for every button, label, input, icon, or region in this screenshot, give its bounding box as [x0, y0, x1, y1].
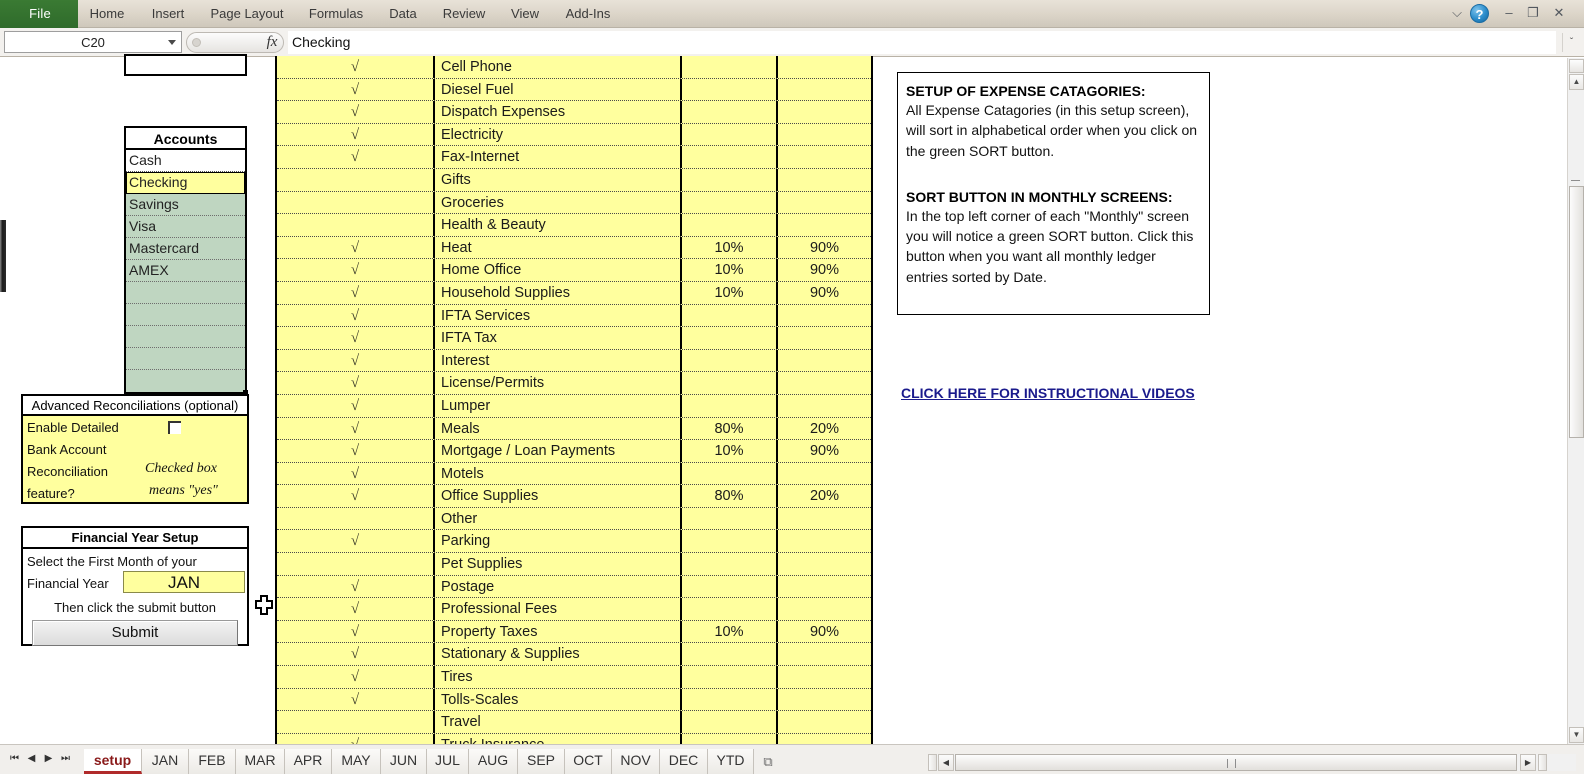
expense-row[interactable] — [277, 305, 871, 328]
expense-percent-business[interactable] — [778, 643, 871, 665]
account-row-empty[interactable] — [126, 348, 245, 370]
expense-row[interactable] — [277, 418, 871, 441]
expense-percent-business[interactable] — [778, 395, 871, 417]
expense-percent-personal[interactable] — [682, 56, 778, 78]
expense-category-name[interactable]: Mortgage / Loan Payments — [435, 440, 682, 462]
expense-category-name[interactable]: Electricity — [435, 124, 682, 146]
account-row-empty[interactable] — [126, 326, 245, 348]
horizontal-split-handle[interactable] — [928, 754, 937, 771]
next-sheet-icon[interactable]: ▶ — [44, 753, 53, 764]
scroll-down-icon[interactable]: ▼ — [1569, 727, 1584, 743]
expense-row[interactable] — [277, 711, 871, 734]
insert-function-icon[interactable]: fx — [266, 34, 278, 50]
expense-percent-business[interactable]: 90% — [809, 239, 840, 256]
vertical-scrollbar[interactable] — [1567, 58, 1584, 744]
expense-category-name[interactable]: Motels — [435, 463, 682, 485]
new-sheet-icon[interactable]: ⧉ — [763, 754, 773, 769]
ribbon-tab-data[interactable]: Data — [389, 6, 417, 21]
expense-category-name[interactable]: Gifts — [435, 169, 682, 191]
expense-check-icon[interactable]: √ — [277, 418, 435, 440]
formula-bar-dropdown-icon[interactable]: ˇ — [1562, 33, 1580, 52]
expense-row[interactable] — [277, 79, 871, 102]
expense-row[interactable] — [277, 689, 871, 712]
expense-percent-personal[interactable] — [682, 576, 778, 598]
expense-category-name[interactable]: Household Supplies — [435, 282, 682, 304]
expense-percent-personal[interactable] — [682, 305, 778, 327]
expense-category-name[interactable]: Diesel Fuel — [435, 79, 682, 101]
expense-check-icon[interactable]: √ — [277, 305, 435, 327]
expense-category-name[interactable]: Health & Beauty — [435, 214, 682, 236]
scroll-right-icon[interactable]: ▶ — [1520, 754, 1536, 771]
expense-percent-personal[interactable]: 10% — [682, 621, 778, 643]
expense-check-icon[interactable]: √ — [277, 101, 435, 123]
account-row-amex[interactable]: AMEX — [126, 260, 245, 282]
restore-icon[interactable]: ❐ — [1527, 5, 1539, 20]
expense-percent-business[interactable] — [778, 463, 871, 485]
scroll-left-icon[interactable]: ◀ — [938, 754, 954, 771]
expense-percent-personal[interactable] — [682, 101, 778, 123]
expense-row[interactable] — [277, 169, 871, 192]
instructions-body-1: All Expense Catagories (in this setup screen), will sort in alphabetical order when you click on the green SORT button. — [906, 102, 1198, 159]
account-row-mastercard[interactable]: Mastercard — [126, 238, 245, 260]
expense-category-name[interactable]: License/Permits — [435, 372, 682, 394]
expense-category-name[interactable]: Home Office — [435, 259, 682, 281]
enable-reconciliation-checkbox[interactable] — [168, 421, 181, 434]
expense-percent-personal[interactable]: 80% — [682, 418, 778, 440]
sheet-tab-bar — [0, 744, 1584, 774]
expense-percent-personal[interactable] — [682, 463, 778, 485]
expense-row[interactable] — [277, 259, 871, 282]
instructional-videos-link[interactable]: CLICK HERE FOR INSTRUCTIONAL VIDEOS — [901, 385, 1195, 401]
expense-row[interactable] — [277, 666, 871, 689]
account-row-savings[interactable]: Savings — [126, 194, 245, 216]
expense-percent-personal[interactable] — [682, 689, 778, 711]
expense-percent-business[interactable] — [778, 124, 871, 146]
advanced-reconciliation-panel — [21, 394, 249, 504]
expense-row[interactable] — [277, 621, 871, 644]
account-row-visa[interactable]: Visa — [126, 216, 245, 238]
expense-percent-business[interactable] — [778, 192, 871, 214]
accounts-panel — [124, 126, 247, 394]
expense-row[interactable] — [277, 56, 871, 79]
sheet-tab-may[interactable]: MAY — [332, 749, 381, 774]
expense-percent-business[interactable] — [778, 56, 871, 78]
expense-category-name[interactable]: Other — [435, 508, 682, 530]
financial-year-header: Financial Year Setup — [23, 528, 247, 549]
expense-check-icon[interactable]: √ — [277, 485, 435, 507]
reconciliation-line-2: Bank Account — [27, 442, 107, 457]
sheet-tab-aug[interactable]: AUG — [469, 749, 518, 774]
expense-percent-business[interactable]: 90% — [809, 262, 840, 279]
expense-check-icon[interactable]: √ — [277, 530, 435, 552]
expense-category-name[interactable]: Professional Fees — [435, 598, 682, 620]
expense-row[interactable] — [277, 553, 871, 576]
account-row-empty[interactable] — [126, 304, 245, 326]
instructions-spacer — [906, 161, 1201, 189]
sheet-tab-jun[interactable]: JUN — [381, 749, 427, 774]
reconciliation-line-3: Reconciliation — [27, 464, 108, 479]
expense-percent-personal[interactable] — [682, 327, 778, 349]
expense-check-empty[interactable] — [277, 192, 435, 214]
expense-percent-personal[interactable] — [682, 643, 778, 665]
expense-percent-business[interactable] — [778, 576, 871, 598]
expense-percent-business[interactable] — [778, 689, 871, 711]
expense-percent-personal[interactable] — [682, 350, 778, 372]
expense-percent-personal[interactable] — [682, 508, 778, 530]
expense-check-icon[interactable]: √ — [277, 124, 435, 146]
empty-cell-box[interactable] — [124, 54, 247, 76]
submit-button[interactable]: Submit — [32, 620, 238, 646]
expense-row[interactable] — [277, 350, 871, 373]
minimize-icon[interactable]: – — [1505, 5, 1513, 20]
expense-category-name[interactable]: Office Supplies — [435, 485, 682, 507]
expense-percent-personal[interactable] — [682, 553, 778, 575]
expense-category-name[interactable]: Tolls-Scales — [435, 689, 682, 711]
instructions-heading-1: SETUP OF EXPENSE CATAGORIES: — [906, 83, 1146, 99]
expense-category-name[interactable]: Dispatch Expenses — [435, 101, 682, 123]
expense-percent-business[interactable] — [778, 327, 871, 349]
expense-percent-business[interactable] — [778, 169, 871, 191]
expense-check-icon[interactable]: √ — [277, 621, 435, 643]
expense-row[interactable] — [277, 598, 871, 621]
accounts-header: Accounts — [126, 128, 245, 150]
expense-category-name[interactable]: Heat — [435, 237, 682, 259]
expense-percent-business[interactable] — [778, 101, 871, 123]
financial-year-panel — [21, 526, 249, 646]
expense-category-name[interactable]: Tires — [435, 666, 682, 688]
expense-row[interactable] — [277, 237, 871, 260]
expense-percent-personal[interactable]: 10% — [682, 237, 778, 259]
reconciliation-header: Advanced Reconciliations (optional) — [23, 396, 247, 416]
expense-category-name[interactable]: IFTA Services — [435, 305, 682, 327]
expense-row[interactable] — [277, 101, 871, 124]
expense-row[interactable] — [277, 440, 871, 463]
split-pane-handle[interactable] — [1569, 59, 1584, 73]
formula-bar — [0, 28, 1584, 57]
sheet-navigation-buttons[interactable] — [6, 753, 82, 769]
expense-percent-business[interactable] — [778, 508, 871, 530]
reconciliation-line-1: Enable Detailed — [27, 420, 119, 435]
name-box[interactable]: C20 — [4, 31, 182, 53]
expense-check-icon[interactable]: √ — [277, 395, 435, 417]
expense-category-name[interactable]: Lumper — [435, 395, 682, 417]
expense-check-empty[interactable] — [277, 508, 435, 530]
ribbon-tab-formulas[interactable]: Formulas — [308, 6, 364, 21]
expense-row[interactable] — [277, 372, 871, 395]
previous-sheet-icon[interactable]: ◀ — [27, 753, 36, 764]
expense-category-name[interactable]: Property Taxes — [435, 621, 682, 643]
expense-percent-personal[interactable]: 80% — [682, 485, 778, 507]
expense-percent-business[interactable]: 90% — [809, 284, 840, 301]
expense-percent-personal[interactable]: 10% — [682, 259, 778, 281]
instructions-body-2: In the top left corner of each "Monthly" screen you will notice a green SORT button. Click this button when you want all monthly ledger entries sorted by Date. — [906, 207, 1194, 285]
accounts-list — [126, 150, 245, 392]
expense-percent-personal[interactable] — [682, 146, 778, 168]
expense-row[interactable] — [277, 214, 871, 237]
horizontal-scrollbar-grip-icon — [1227, 759, 1236, 768]
account-row-empty[interactable] — [126, 370, 245, 392]
expense-row[interactable] — [277, 124, 871, 147]
expense-category-name[interactable]: Cell Phone — [435, 56, 682, 78]
expense-check-icon[interactable]: √ — [277, 237, 435, 259]
expense-percent-business[interactable] — [778, 214, 871, 236]
expense-percent-business[interactable] — [778, 350, 871, 372]
expense-check-icon[interactable]: √ — [277, 666, 435, 688]
expense-check-icon[interactable]: √ — [277, 372, 435, 394]
ribbon-tab-home[interactable]: Home — [89, 6, 125, 21]
left-edge-marker — [0, 220, 6, 292]
help-icon[interactable]: ? — [1470, 4, 1489, 23]
last-sheet-icon[interactable]: ⏭ — [61, 753, 70, 764]
expense-check-icon[interactable]: √ — [277, 598, 435, 620]
financial-year-instruction-3: Then click the submit button — [54, 600, 216, 615]
reconciliation-note-1: Checked box — [145, 461, 217, 476]
expense-percent-business[interactable] — [778, 711, 871, 733]
sheet-tab-dec[interactable]: DEC — [660, 749, 708, 774]
expense-category-name[interactable]: Travel — [435, 711, 682, 733]
sheet-tab-oct[interactable]: OCT — [565, 749, 612, 774]
reconciliation-line-4: feature? — [27, 486, 75, 501]
financial-year-instruction-2: Financial Year — [27, 576, 109, 591]
expense-percent-business[interactable] — [778, 598, 871, 620]
expense-check-icon[interactable]: √ — [277, 327, 435, 349]
ribbon-tab-file[interactable]: File — [29, 6, 51, 21]
ribbon-tab-add-ins[interactable]: Add-Ins — [565, 6, 611, 21]
expense-percent-business[interactable] — [778, 530, 871, 552]
expense-percent-personal[interactable]: 10% — [682, 440, 778, 462]
expense-categories-table[interactable] — [275, 56, 873, 756]
expense-check-icon[interactable]: √ — [277, 350, 435, 372]
expense-percent-personal[interactable] — [682, 79, 778, 101]
expense-row[interactable] — [277, 576, 871, 599]
expense-check-icon[interactable]: √ — [277, 576, 435, 598]
expense-category-name[interactable]: Interest — [435, 350, 682, 372]
expense-row[interactable] — [277, 192, 871, 215]
expense-check-icon[interactable]: √ — [277, 689, 435, 711]
ribbon-tab-view[interactable]: View — [511, 6, 539, 21]
expense-percent-personal[interactable] — [682, 530, 778, 552]
expense-percent-business[interactable] — [778, 79, 871, 101]
worksheet-canvas[interactable] — [0, 58, 1584, 744]
expense-check-empty[interactable] — [277, 553, 435, 575]
horizontal-scrollbar-thumb[interactable] — [955, 754, 1517, 771]
expense-percent-business[interactable] — [778, 305, 871, 327]
expense-category-name[interactable]: Pet Supplies — [435, 553, 682, 575]
expense-category-name[interactable]: IFTA Tax — [435, 327, 682, 349]
formula-input[interactable]: Checking — [288, 31, 1556, 54]
expense-check-empty[interactable] — [277, 169, 435, 191]
horizontal-scrollbar[interactable] — [928, 754, 1576, 771]
expense-row[interactable] — [277, 530, 871, 553]
sheet-tab-mar[interactable]: MAR — [236, 749, 285, 774]
expense-row[interactable] — [277, 282, 871, 305]
expense-check-icon[interactable]: √ — [277, 282, 435, 304]
expense-category-name[interactable]: Postage — [435, 576, 682, 598]
expense-percent-personal[interactable] — [682, 214, 778, 236]
sheet-tab-ytd[interactable]: YTD — [708, 749, 754, 774]
expense-check-empty[interactable] — [277, 214, 435, 236]
sheet-tab-nov[interactable]: NOV — [612, 749, 660, 774]
reconciliation-note-2: means "yes" — [149, 483, 218, 498]
account-row-cash[interactable]: Cash — [126, 150, 245, 172]
sheet-tab-jul[interactable]: JUL — [427, 749, 469, 774]
expense-percent-personal[interactable] — [682, 598, 778, 620]
first-sheet-icon[interactable]: ⏮ — [10, 753, 19, 764]
instructions-box — [897, 72, 1210, 315]
ribbon-tab-insert[interactable]: Insert — [151, 6, 185, 21]
scroll-up-icon[interactable]: ▲ — [1569, 74, 1584, 90]
expense-row[interactable] — [277, 485, 871, 508]
expense-percent-personal[interactable] — [682, 372, 778, 394]
instructions-heading-2: SORT BUTTON IN MONTHLY SCREENS: — [906, 188, 1173, 205]
account-row-checking[interactable]: Checking — [126, 172, 245, 194]
expense-row[interactable] — [277, 508, 871, 531]
expense-percent-personal[interactable] — [682, 169, 778, 191]
expense-percent-personal[interactable]: 10% — [682, 282, 778, 304]
expense-percent-business[interactable]: 20% — [809, 488, 840, 505]
mouse-cursor-icon — [255, 595, 273, 615]
expense-percent-personal[interactable] — [682, 711, 778, 733]
sheet-tab-sep[interactable]: SEP — [518, 749, 565, 774]
expense-percent-personal[interactable] — [682, 666, 778, 688]
collapse-ribbon-icon[interactable]: ⌵ — [1452, 5, 1462, 20]
expense-row[interactable] — [277, 643, 871, 666]
sheet-tab-apr[interactable]: APR — [285, 749, 332, 774]
sheet-tab-setup[interactable]: setup — [84, 749, 142, 774]
account-row-empty[interactable] — [126, 282, 245, 304]
name-box-dropdown-icon[interactable] — [168, 40, 176, 45]
expense-percent-personal[interactable] — [682, 395, 778, 417]
expense-category-name[interactable]: Fax-Internet — [435, 146, 682, 168]
expense-percent-business[interactable]: 20% — [809, 420, 840, 437]
financial-year-instruction-1: Select the First Month of your — [27, 554, 197, 569]
expense-category-name[interactable]: Meals — [435, 418, 682, 440]
expense-percent-business[interactable]: 90% — [809, 623, 840, 640]
expense-check-icon[interactable]: √ — [277, 79, 435, 101]
expense-percent-business[interactable]: 90% — [809, 443, 840, 460]
expense-row[interactable] — [277, 463, 871, 486]
expense-check-empty[interactable] — [277, 711, 435, 733]
expense-percent-business[interactable] — [778, 553, 871, 575]
reconciliation-body — [23, 416, 247, 502]
expense-category-name[interactable]: Parking — [435, 530, 682, 552]
expense-check-icon[interactable]: √ — [277, 440, 435, 462]
ribbon-bar — [0, 0, 1584, 28]
expense-row[interactable] — [277, 395, 871, 418]
expense-check-icon[interactable]: √ — [277, 643, 435, 665]
first-month-input[interactable]: JAN — [123, 571, 245, 593]
horizontal-scrollbar-end[interactable] — [1538, 754, 1547, 771]
expense-check-icon[interactable]: √ — [277, 463, 435, 485]
expense-percent-business[interactable] — [778, 666, 871, 688]
ribbon-tab-review[interactable]: Review — [442, 6, 486, 21]
sheet-tab-feb[interactable]: FEB — [189, 749, 236, 774]
expense-row[interactable] — [277, 327, 871, 350]
expense-row[interactable] — [277, 146, 871, 169]
close-icon[interactable]: ✕ — [1553, 5, 1565, 20]
expense-check-icon[interactable]: √ — [277, 259, 435, 281]
formula-bar-expand-dot-icon — [192, 38, 201, 47]
vertical-scrollbar-thumb[interactable] — [1569, 186, 1584, 438]
expense-check-icon[interactable]: √ — [277, 56, 435, 78]
expense-percent-business[interactable] — [778, 372, 871, 394]
expense-percent-personal[interactable] — [682, 192, 778, 214]
expense-percent-business[interactable] — [778, 146, 871, 168]
ribbon-tab-page-layout[interactable]: Page Layout — [210, 6, 284, 21]
expense-category-name[interactable]: Groceries — [435, 192, 682, 214]
sheet-tab-jan[interactable]: JAN — [142, 749, 189, 774]
expense-category-name[interactable]: Stationary & Supplies — [435, 643, 682, 665]
expense-check-icon[interactable]: √ — [277, 146, 435, 168]
expense-percent-personal[interactable] — [682, 124, 778, 146]
